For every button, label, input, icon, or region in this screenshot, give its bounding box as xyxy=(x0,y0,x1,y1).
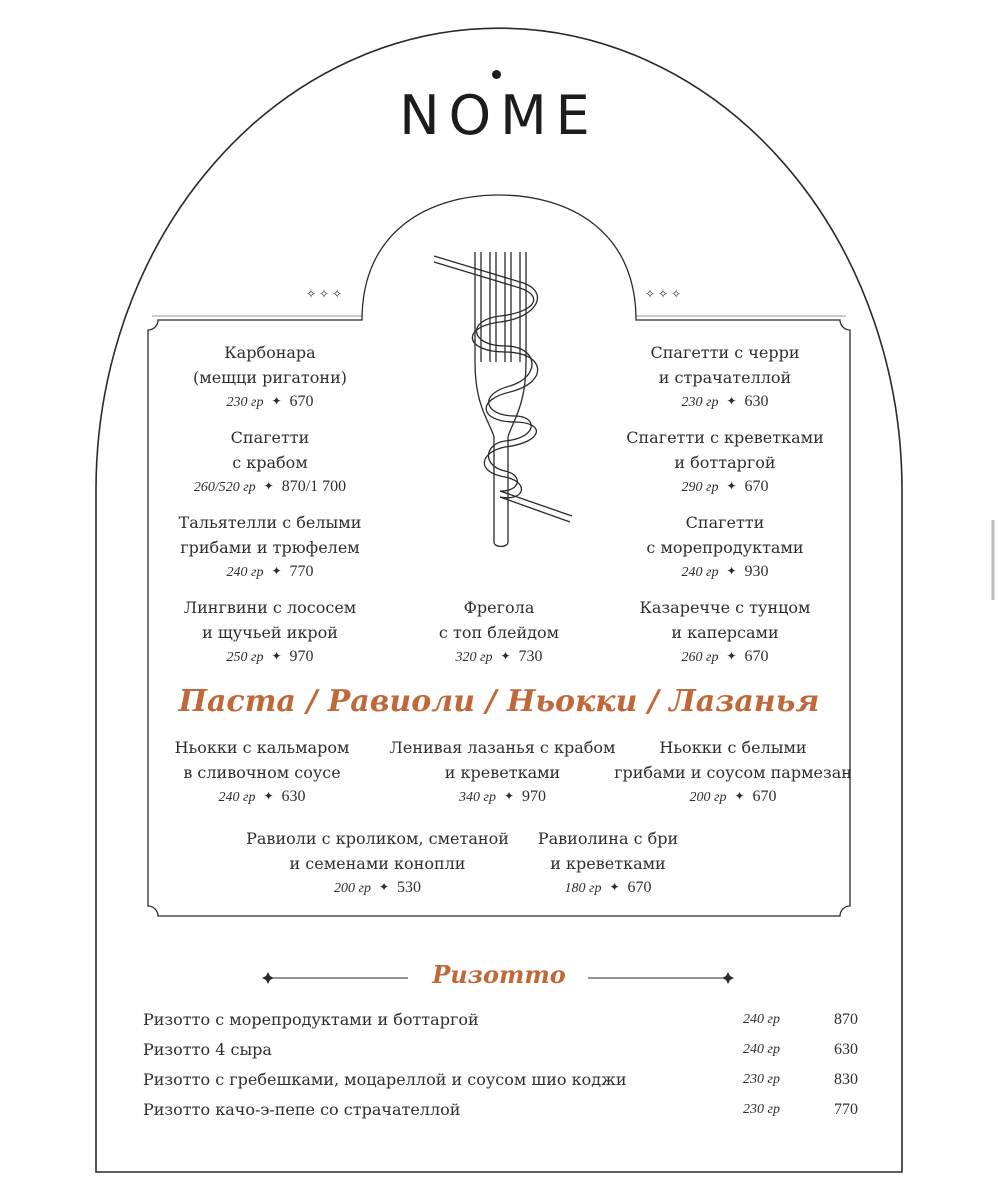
dish-weight: 260 гр xyxy=(681,650,719,665)
dish-name-line2: и каперсами xyxy=(671,623,779,642)
dish-name: Тальятелли с белыми xyxy=(178,513,362,532)
dish-price: 970 xyxy=(289,648,314,665)
dish-price: 670 xyxy=(744,478,769,495)
dish-price: 670 xyxy=(289,393,314,410)
dish-price: 970 xyxy=(522,788,547,805)
divider-star-icon: ✦ xyxy=(726,394,737,408)
dish-name: Спагетти xyxy=(685,513,765,532)
logo-dot xyxy=(492,70,501,79)
risotto-name: Ризотто с гребешками, моцареллой и соусом шио коджи xyxy=(143,1070,627,1089)
menu-item-carbonara xyxy=(145,340,395,414)
dish-weight: 200 гр xyxy=(333,881,371,896)
risotto-price: 630 xyxy=(834,1041,858,1058)
dish-weight: 260/520 гр xyxy=(193,480,256,495)
divider-star-icon: ✦ xyxy=(609,880,620,894)
risotto-weight: 240 гр xyxy=(743,1042,780,1057)
risotto-price: 770 xyxy=(834,1101,858,1118)
dish-price: 630 xyxy=(281,788,306,805)
dish-price: 670 xyxy=(744,648,769,665)
dish-name: Ньокки с кальмаром xyxy=(174,738,350,757)
menu-item-spaghetti-shrimp xyxy=(600,425,850,499)
dish-name-line2: грибами и трюфелем xyxy=(180,538,360,557)
dish-name: Спагетти xyxy=(230,428,310,447)
dish-weight: 240 гр xyxy=(681,565,719,580)
dish-price: 770 xyxy=(289,563,314,580)
risotto-row xyxy=(143,1036,858,1064)
dish-name: Равиоли с кроликом, сметаной xyxy=(246,829,509,848)
risotto-name: Ризотто с морепродуктами и боттаргой xyxy=(143,1010,479,1029)
dish-name-line2: с топ блейдом xyxy=(438,623,560,642)
stars-decoration-left: ✧✧✧ xyxy=(306,287,346,301)
risotto-weight: 240 гр xyxy=(743,1012,780,1027)
divider-star-icon: ✦ xyxy=(271,564,282,578)
risotto-name: Ризотто качо-э-пепе со страчателлой xyxy=(143,1100,461,1119)
divider-star-icon: ✦ xyxy=(263,789,274,803)
dish-name-line2: и креветками xyxy=(444,763,561,782)
dish-weight: 320 гр xyxy=(455,650,493,665)
risotto-weight: 230 гр xyxy=(743,1102,780,1117)
dish-price: 930 xyxy=(744,563,769,580)
dish-name-line2: и семенами конопли xyxy=(289,854,466,873)
dish-price: 870/1 700 xyxy=(281,478,347,495)
menu-item-gnocchi-mushroom xyxy=(598,735,868,809)
divider-star-icon: ✦ xyxy=(378,880,390,894)
section-title-pasta: Паста / Равиоли / Ньокки / Лазанья xyxy=(178,684,820,719)
dish-name-line2: в сливочном соусе xyxy=(183,763,341,782)
dish-weight: 340 гр xyxy=(458,790,496,805)
dish-name-line2: с крабом xyxy=(232,453,308,472)
menu-item-fregola xyxy=(374,595,624,669)
dish-weight: 200 гр xyxy=(689,790,727,805)
divider-star-icon: ✦ xyxy=(734,789,745,803)
dish-name: Казаречче с тунцом xyxy=(639,598,811,617)
dish-price: 730 xyxy=(518,648,543,665)
risotto-row xyxy=(143,1006,858,1034)
dish-name: Лингвини с лососем xyxy=(183,598,357,617)
section-title-risotto: Ризотто xyxy=(432,960,566,989)
dish-name-line2: и страчателлой xyxy=(658,368,792,387)
risotto-row xyxy=(143,1096,858,1124)
dish-price: 670 xyxy=(627,879,652,896)
menu-item-ravioli-rabbit xyxy=(240,826,515,900)
divider-star-icon: ✦ xyxy=(271,394,282,408)
menu-item-gnocchi-squid xyxy=(137,735,387,809)
dish-weight: 180 гр xyxy=(564,881,602,896)
dish-price: 670 xyxy=(752,788,777,805)
dish-weight: 290 гр xyxy=(681,480,719,495)
menu-item-casarecce xyxy=(600,595,850,669)
divider-star-icon: ✦ xyxy=(503,789,515,803)
dish-name: Равиолина с бри xyxy=(537,829,679,848)
risotto-name: Ризотто 4 сыра xyxy=(143,1040,272,1059)
dish-weight: 240 гр xyxy=(218,790,256,805)
dish-name-line2: и щучьей икрой xyxy=(202,623,338,642)
dish-name-line2: (мещци ригатони) xyxy=(193,368,347,387)
restaurant-logo: NOME xyxy=(399,84,599,147)
menu-item-spaghetti-seafood xyxy=(600,510,850,584)
divider-star-icon: ✦ xyxy=(726,564,737,578)
menu-item-spaghetti-cherry xyxy=(600,340,850,414)
dish-name: Карбонара xyxy=(224,343,316,362)
dish-weight: 230 гр xyxy=(681,395,719,410)
menu-item-tagliatelle xyxy=(145,510,395,584)
fork-with-spaghetti-illustration xyxy=(420,242,590,552)
dish-name: Фрегола xyxy=(463,598,535,617)
menu-item-lazy-lasagna xyxy=(370,735,635,809)
dish-name-line2: и боттаргой xyxy=(674,453,776,472)
divider-star-icon: ✦ xyxy=(271,649,282,663)
dish-price: 630 xyxy=(744,393,769,410)
dish-weight: 250 гр xyxy=(226,650,264,665)
stars-decoration-right: ✧✧✧ xyxy=(645,287,685,301)
dish-name: Спагетти с черри xyxy=(650,343,800,362)
dish-name: Ленивая лазанья с крабом xyxy=(389,738,616,757)
risotto-row xyxy=(143,1066,858,1094)
dish-name: Ньокки с белыми xyxy=(659,738,807,757)
divider-star-icon: ✦ xyxy=(500,649,511,663)
divider-star-icon: ✦ xyxy=(263,479,274,493)
dish-weight: 230 гр xyxy=(226,395,264,410)
dish-price: 530 xyxy=(397,879,422,896)
menu-item-linguine xyxy=(145,595,395,669)
dish-name-line2: и креветками xyxy=(550,854,666,873)
risotto-price: 870 xyxy=(834,1011,858,1028)
dish-name: Спагетти с креветками xyxy=(626,428,824,447)
divider-star-icon: ✦ xyxy=(726,649,737,663)
dish-weight: 240 гр xyxy=(226,565,264,580)
risotto-price: 830 xyxy=(834,1071,858,1088)
dish-name-line2: грибами и соусом пармезан xyxy=(614,763,852,782)
menu-item-raviolina-brie xyxy=(483,826,733,900)
dish-name-line2: с морепродуктами xyxy=(646,538,804,557)
risotto-weight: 230 гр xyxy=(743,1072,780,1087)
divider-star-icon: ✦ xyxy=(726,479,737,493)
menu-item-spaghetti-crab xyxy=(145,425,395,499)
